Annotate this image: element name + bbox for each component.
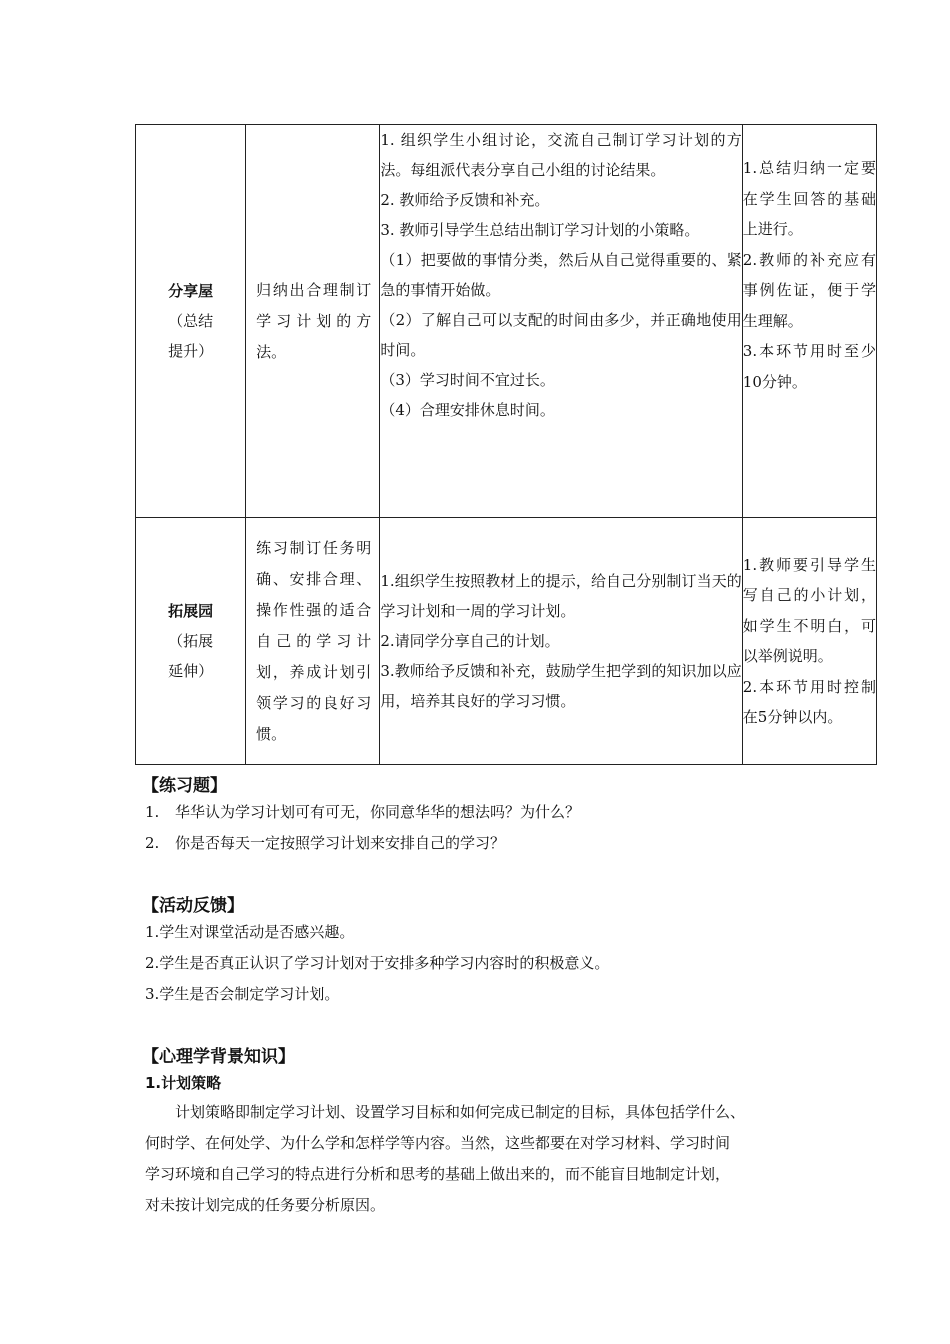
step-cell	[136, 518, 246, 765]
feedback-item: 1.学生对课堂活动是否感兴趣。	[145, 923, 355, 941]
table-row	[136, 518, 877, 765]
paragraph-line: 计划策略即制定学习计划、设置学习目标和如何完成已制定的目标，具体包括学什么、	[145, 1103, 746, 1121]
note-item: 2.本环节用时控制在5分钟以内。	[742, 677, 876, 726]
step-subtitle: （总结提升）	[168, 312, 214, 360]
goal-text: 归纳出合理制订学习计划的方法。	[256, 280, 372, 361]
goal-text: 练习制订任务明确、安排合理、操作性强的适合自己的学习计划，养成计划引领学习的良好习惯。	[256, 538, 372, 743]
lesson-table	[135, 124, 877, 765]
exercise-item	[145, 801, 580, 822]
goal-cell	[246, 518, 380, 765]
notes-cell	[742, 125, 876, 518]
step-subtitle: （拓展延伸）	[168, 632, 214, 680]
process-item: （4）合理安排休息时间。	[380, 401, 555, 419]
process-item: （1）把要做的事情分类，然后从自己觉得重要的、紧急的事情开始做。	[380, 251, 742, 299]
exercise-text: 你是否每天一定按照学习计划来安排自己的学习？	[175, 834, 506, 852]
background-paragraph	[145, 1097, 865, 1221]
note-item: 3.本环节用时至少10分钟。	[742, 342, 876, 391]
step-name: 拓展园	[168, 602, 214, 620]
table-row	[136, 125, 877, 518]
process-cell	[380, 518, 742, 765]
exercise-number: 1.	[145, 803, 160, 821]
exercise-text: 华华认为学习计划可有可无，你同意华华的想法吗？为什么？	[175, 803, 581, 821]
background-subheading: 1.计划策略	[145, 1074, 222, 1092]
process-item: 1. 组织学生小组讨论，交流自己制订学习计划的方法。每组派代表分享自己小组的讨论结果。	[380, 131, 742, 179]
feedback-item: 2.学生是否真正认识了学习计划对于安排多种学习内容时的积极意义。	[145, 954, 610, 972]
background-heading: 【心理学背景知识】	[142, 1047, 295, 1067]
goal-cell	[246, 125, 380, 518]
process-item: 3. 教师引导学生总结出制订学习计划的小策略。	[380, 221, 700, 239]
step-name: 分享屋	[168, 282, 214, 300]
exercises-heading: 【练习题】	[142, 776, 227, 796]
paragraph-line: 学习环境和自己学习的特点进行分析和思考的基础上做出来的，而不能盲目地制定计划，	[145, 1165, 731, 1183]
process-item: 3.教师给予反馈和补充，鼓励学生把学到的知识加以应用，培养其良好的学习习惯。	[380, 662, 742, 710]
step-cell	[136, 125, 246, 518]
exercise-item	[145, 832, 505, 853]
note-item: 1.总结归纳一定要在学生回答的基础上进行。	[742, 159, 876, 238]
paragraph-line: 对未按计划完成的任务要分析原因。	[145, 1196, 386, 1214]
process-cell	[380, 125, 742, 518]
note-item: 1.教师要引导学生写自己的小计划，如学生不明白，可以举例说明。	[742, 555, 876, 665]
notes-cell	[742, 518, 876, 765]
process-item: （3）学习时间不宜过长。	[380, 371, 555, 389]
exercise-number: 2.	[145, 834, 160, 852]
process-item: 2. 教师给予反馈和补充。	[380, 191, 550, 209]
paragraph-line: 何时学、在何处学、为什么学和怎样学等内容。当然，这些都要在对学习材料、学习时间	[145, 1134, 731, 1152]
process-item: 2.请同学分享自己的计划。	[380, 632, 560, 650]
process-item: （2）了解自己可以支配的时间由多少，并正确地使用时间。	[380, 311, 742, 359]
feedback-heading: 【活动反馈】	[142, 896, 244, 916]
process-item: 1.组织学生按照教材上的提示，给自己分别制订当天的学习计划和一周的学习计划。	[380, 572, 742, 620]
feedback-item: 3.学生是否会制定学习计划。	[145, 985, 340, 1003]
note-item: 2.教师的补充应有事例佐证，便于学生理解。	[742, 250, 876, 330]
